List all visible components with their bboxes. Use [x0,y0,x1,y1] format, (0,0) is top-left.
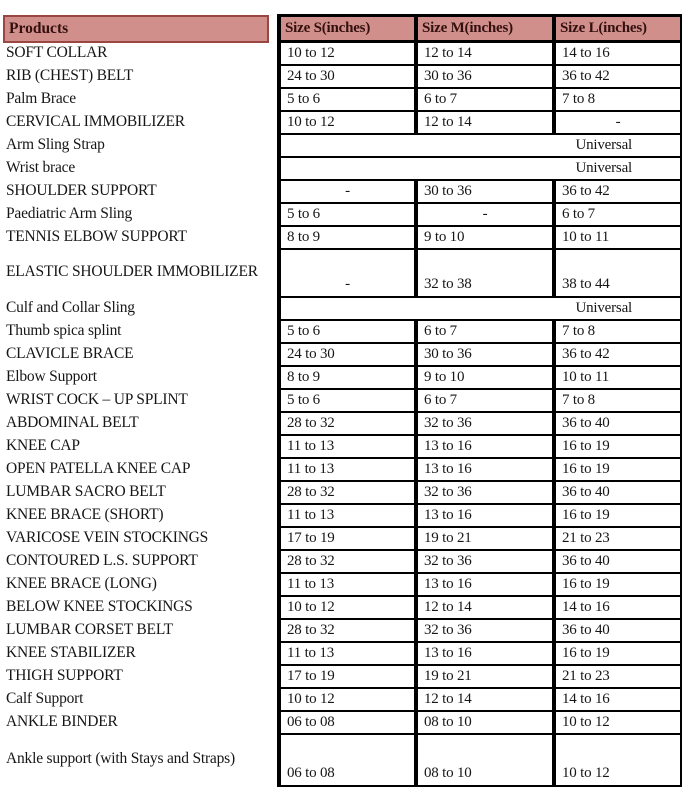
size-l-value: - [554,111,681,134]
product-name: RIB (CHEST) BELT [6,66,134,84]
product-name: Culf and Collar Sling [6,298,135,316]
product-name: LUMBAR CORSET BELT [6,620,173,638]
size-m-column-header: Size M(inches) [416,16,554,42]
column-gap [268,711,279,734]
column-gap [268,320,279,343]
product-name: CERVICAL IMMOBILIZER [6,112,185,130]
size-s-value: 5 to 6 [279,320,416,343]
size-s-value: - [279,249,416,297]
size-l-value: 36 to 40 [554,481,681,504]
column-gap [268,65,279,88]
size-l-value: 16 to 19 [554,642,681,665]
size-m-value: 32 to 36 [416,481,554,504]
table-row [4,226,681,249]
table-row [4,596,681,619]
product-name: VARICOSE VEIN STOCKINGS [6,528,209,546]
table-row [4,619,681,642]
size-s-value: 28 to 32 [279,412,416,435]
product-name: ELASTIC SHOULDER IMMOBILIZER [6,263,258,281]
table-row [4,134,681,157]
table-row [4,481,681,504]
size-m-value: 32 to 36 [416,619,554,642]
column-gap [268,527,279,550]
size-m-value: 19 to 21 [416,527,554,550]
product-name: Thumb spica splint [6,321,122,339]
size-s-value: 10 to 12 [279,688,416,711]
product-name: KNEE BRACE (SHORT) [6,505,164,523]
column-gap [268,42,279,65]
size-l-value: 16 to 19 [554,458,681,481]
product-name: WRIST COCK – UP SPLINT [6,390,188,408]
size-s-value: 24 to 30 [279,65,416,88]
size-l-value: 10 to 12 [554,711,681,734]
product-name: Calf Support [6,689,84,707]
size-s-column-header: Size S(inches) [279,16,416,42]
table-row [4,88,681,111]
size-m-value: 32 to 38 [416,249,554,297]
size-l-value: 14 to 16 [554,42,681,65]
size-m-value: 6 to 7 [416,389,554,412]
size-m-value: 32 to 36 [416,550,554,573]
column-gap [268,642,279,665]
table-row [4,642,681,665]
column-gap [268,481,279,504]
column-gap [268,180,279,203]
table-row [4,458,681,481]
size-l-column-header: Size L(inches) [554,16,681,42]
size-l-value: 16 to 19 [554,504,681,527]
column-gap [268,249,279,297]
size-l-value: 38 to 44 [554,249,681,297]
universal-size-cell: Universal [279,297,681,320]
size-m-value: 12 to 14 [416,688,554,711]
size-m-value: 30 to 36 [416,180,554,203]
size-l-value: 36 to 40 [554,619,681,642]
product-name: TENNIS ELBOW SUPPORT [6,227,187,245]
size-m-value: 13 to 16 [416,458,554,481]
size-l-value: 10 to 11 [554,366,681,389]
column-gap [268,366,279,389]
product-name: Wrist brace [6,158,76,176]
size-l-value: 21 to 23 [554,665,681,688]
column-gap [268,412,279,435]
table-row [4,297,681,320]
column-gap [268,596,279,619]
table-row [4,573,681,596]
size-l-value: 14 to 16 [554,688,681,711]
size-s-value: 8 to 9 [279,226,416,249]
header-row [4,16,681,42]
table-row [4,550,681,573]
size-m-value: 9 to 10 [416,366,554,389]
size-m-value: 30 to 36 [416,343,554,366]
table-row [4,203,681,226]
product-name: Elbow Support [6,367,97,385]
size-s-value: 06 to 08 [279,734,416,786]
size-m-value: 12 to 14 [416,596,554,619]
column-gap [268,504,279,527]
column-gap [268,665,279,688]
table-row [4,42,681,65]
size-s-value: 17 to 19 [279,527,416,550]
universal-size-cell: Universal [279,134,681,157]
table-row [4,389,681,412]
size-m-value: 6 to 7 [416,88,554,111]
size-l-value: 16 to 19 [554,435,681,458]
size-s-value: 11 to 13 [279,504,416,527]
table-row [4,111,681,134]
size-m-value: 08 to 10 [416,734,554,786]
size-m-value: 12 to 14 [416,111,554,134]
size-m-value: 32 to 36 [416,412,554,435]
table-row [4,734,681,786]
table-row [4,320,681,343]
size-s-value: 11 to 13 [279,458,416,481]
size-l-value: 36 to 42 [554,65,681,88]
size-s-value: 11 to 13 [279,642,416,665]
table-row [4,688,681,711]
product-name: KNEE BRACE (LONG) [6,574,157,592]
size-m-value: 12 to 14 [416,42,554,65]
column-gap [268,619,279,642]
size-s-value: 10 to 12 [279,596,416,619]
product-name: KNEE CAP [6,436,80,454]
column-gap [268,550,279,573]
column-gap [268,157,279,180]
size-l-value: 14 to 16 [554,596,681,619]
table-row [4,157,681,180]
product-name: LUMBAR SACRO BELT [6,482,166,500]
size-l-value: 16 to 19 [554,573,681,596]
product-name: KNEE STABILIZER [6,643,136,661]
size-m-value: 13 to 16 [416,504,554,527]
size-s-value: 28 to 32 [279,550,416,573]
size-s-value: 06 to 08 [279,711,416,734]
size-s-value: 11 to 13 [279,435,416,458]
universal-size-cell: Universal [279,157,681,180]
table-row [4,366,681,389]
column-gap [268,203,279,226]
column-gap [268,297,279,320]
products-column-header: Products [4,16,268,42]
size-l-value: 10 to 12 [554,734,681,786]
column-gap [268,435,279,458]
column-gap [268,573,279,596]
size-s-value: 24 to 30 [279,343,416,366]
product-name: CLAVICLE BRACE [6,344,134,362]
size-m-value: 6 to 7 [416,320,554,343]
size-l-value: 6 to 7 [554,203,681,226]
size-m-value: 19 to 21 [416,665,554,688]
table-row [4,435,681,458]
product-name: BELOW KNEE STOCKINGS [6,597,193,615]
table-row [4,665,681,688]
product-name: Palm Brace [6,89,76,107]
product-name: OPEN PATELLA KNEE CAP [6,459,191,477]
product-name: Ankle support (with Stays and Straps) [6,750,235,768]
size-l-value: 36 to 40 [554,412,681,435]
table-row [4,527,681,550]
size-m-value: 08 to 10 [416,711,554,734]
column-gap [268,389,279,412]
size-m-value: 13 to 16 [416,642,554,665]
product-name: Paediatric Arm Sling [6,204,133,222]
column-gap [268,16,279,42]
table-row [4,504,681,527]
size-l-value: 10 to 11 [554,226,681,249]
product-name: ABDOMINAL BELT [6,413,139,431]
size-l-value: 7 to 8 [554,320,681,343]
size-l-value: 36 to 40 [554,550,681,573]
product-name: Arm Sling Strap [6,135,105,153]
column-gap [268,734,279,786]
size-s-value: - [279,180,416,203]
table-row [4,343,681,366]
table-row [4,65,681,88]
size-s-value: 5 to 6 [279,88,416,111]
table-body [4,42,681,786]
column-gap [268,343,279,366]
table-row [4,711,681,734]
table-row [4,249,681,297]
column-gap [268,226,279,249]
size-s-value: 5 to 6 [279,203,416,226]
product-name: CONTOURED L.S. SUPPORT [6,551,198,569]
column-gap [268,111,279,134]
size-s-value: 28 to 32 [279,619,416,642]
product-size-table [3,14,682,787]
size-l-value: 36 to 42 [554,180,681,203]
product-name: SHOULDER SUPPORT [6,181,157,199]
size-m-value: 13 to 16 [416,435,554,458]
size-l-value: 7 to 8 [554,88,681,111]
size-s-value: 10 to 12 [279,111,416,134]
size-s-value: 11 to 13 [279,573,416,596]
size-m-value: 9 to 10 [416,226,554,249]
size-m-value: 13 to 16 [416,573,554,596]
size-s-value: 5 to 6 [279,389,416,412]
product-name: SOFT COLLAR [6,44,108,62]
column-gap [268,134,279,157]
table-row [4,180,681,203]
size-m-value: - [416,203,554,226]
product-name: ANKLE BINDER [6,712,118,730]
size-l-value: 21 to 23 [554,527,681,550]
size-l-value: 7 to 8 [554,389,681,412]
size-m-value: 30 to 36 [416,65,554,88]
product-name: THIGH SUPPORT [6,666,123,684]
size-s-value: 10 to 12 [279,42,416,65]
size-s-value: 8 to 9 [279,366,416,389]
size-l-value: 36 to 42 [554,343,681,366]
column-gap [268,688,279,711]
column-gap [268,88,279,111]
size-s-value: 28 to 32 [279,481,416,504]
column-gap [268,458,279,481]
size-s-value: 17 to 19 [279,665,416,688]
table-row [4,412,681,435]
